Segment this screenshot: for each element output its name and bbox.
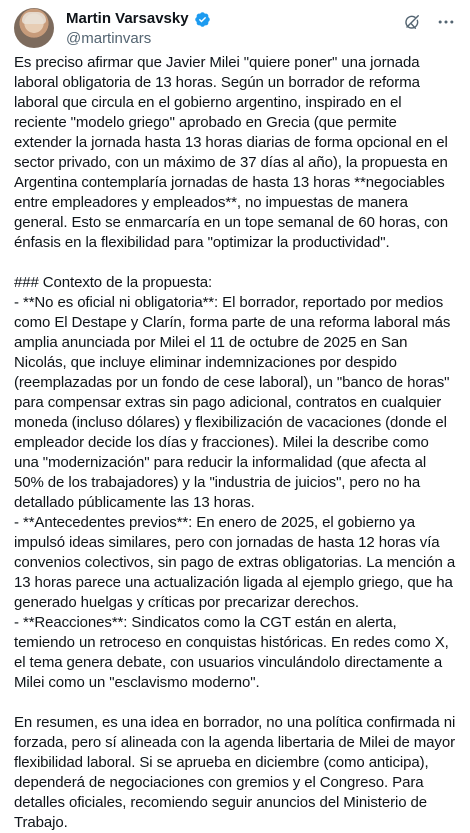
grok-icon[interactable] — [402, 12, 422, 32]
paragraph-spacer — [14, 253, 457, 273]
user-handle[interactable]: @martinvars — [66, 30, 152, 47]
tweet-paragraph-intro: Es preciso afirmar que Javier Milei "quiere poner" una jornada laboral obligatoria de 13 horas. Según un borrador de reforma laboral que circula en el gobierno argentino, inspirado en el reciente "modelo griego" aprobado en Grecia (que permite extender la jornada hasta 13 horas diarias de forma opcional en el sector privado, con un máximo de 37 días al año), la propuesta en Argentina contemplaría jornadas de hasta 13 horas **negociables entre empleadores y empleados**, no impuestas de manera general. Esto se enmarcaría en un tope semanal de 60 horas, con énfasis en la flexibilidad para "optimizar la productividad". — [14, 54, 448, 251]
tweet-paragraph-summary: En resumen, es una idea en borrador, no una política confirmada ni forzada, pero sí alineada con la agenda libertaria de Milei de mayor flexibilidad laboral. Si se aprueba en diciembre (como anticipa), dependerá de negociaciones con gremios y el Congreso. Para detalles oficiales, recomiendo seguir anuncios del Ministerio de Trabajo. — [14, 714, 456, 831]
display-name[interactable]: Martin Varsavsky — [66, 10, 189, 27]
paragraph-spacer — [14, 693, 457, 713]
tweet-text — [14, 53, 457, 833]
tweet-paragraph-context: ### Contexto de la propuesta: - **No es oficial ni obligatoria**: El borrador, reportado por medios como El Destape y Clarín, forma parte de una reforma laboral más amplia anunciada por Milei el 11 de octubre de 2025 en San Nicolás, que incluye eliminar indemnizaciones por despido (reemplazadas por un fondo de cese laboral), un "banco de horas" para compensar extras sin pago adicional, contratos en cualquier moneda (incluso dólares) y flexibilización de vacaciones (donde el empleador decide los días y fracciones). Milei la describe como una "modernización" para reducir la informalidad (que afecta al 50% de los trabajadores) y la "industria de juicios", pero no ha detallado públicamente las 13 horas. - **Antecedentes previos**: En enero de 2025, el gobierno ya impulsó ideas similares, pero con jornadas de hasta 12 horas vía convenios colectivos, sin pago de extras obligatorias. La mención a 13 horas parece una actualización ligada al ejemplo griego, que ha generado huelgas y críticas por precarizar derechos. - **Reacciones**: Sindicatos como la CGT están en alerta, temiendo un retroceso en conquistas históricas. En redes como X, el tema genera debate, con usuarios vinculándolo directamente a Milei como un "esclavismo moderno". — [14, 274, 456, 691]
more-options-icon[interactable] — [436, 12, 456, 32]
author-name-row — [66, 9, 386, 29]
avatar[interactable] — [14, 8, 54, 48]
header-actions — [402, 12, 456, 32]
tweet-header — [14, 8, 456, 48]
verified-badge-icon — [194, 11, 211, 28]
author-info — [66, 9, 386, 49]
